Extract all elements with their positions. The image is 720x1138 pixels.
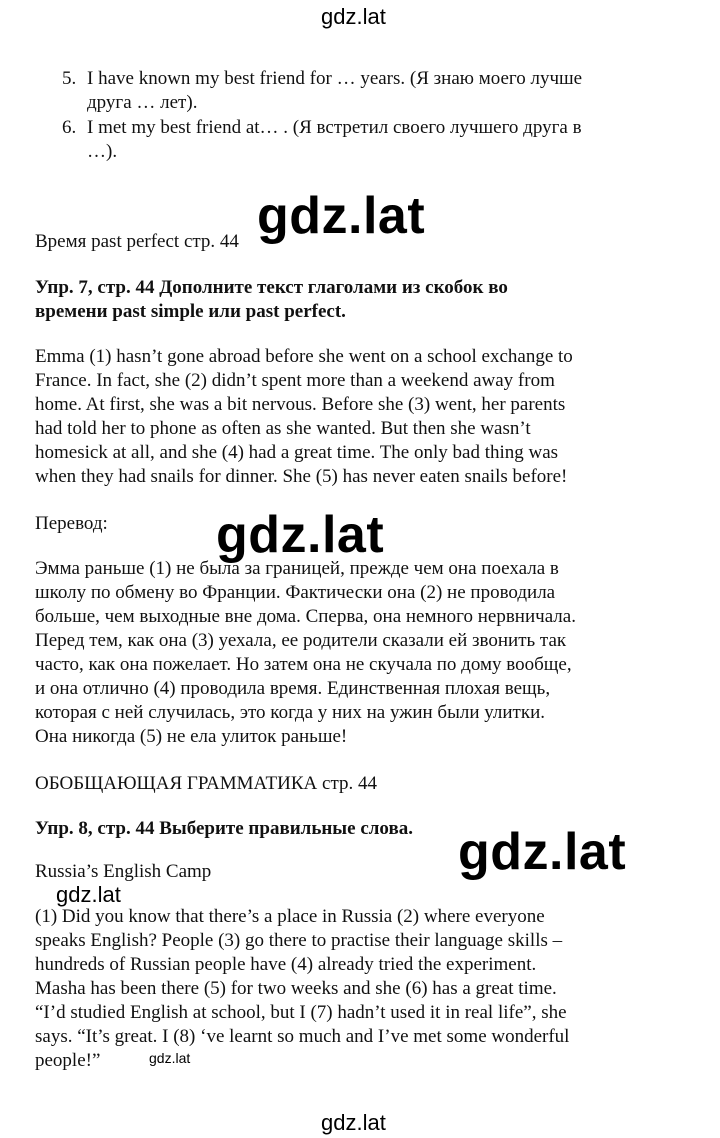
text-line: speaks English? People (3) go there to practise their language skills – [35, 930, 563, 951]
watermark-large-1: gdz.lat [257, 187, 426, 245]
list-line: друга … лет). [87, 92, 198, 113]
list-line: I met my best friend at… . (Я встретил своего лучшего друга в [87, 117, 582, 138]
watermark-bottom: gdz.lat [321, 1110, 386, 1135]
translation-line: Она никогда (5) не ела улиток раньше! [35, 726, 348, 747]
translation-line: и она отлично (4) проводила время. Единственная плохая вещь, [35, 678, 551, 699]
text-line: homesick at all, and she (4) had a great time. The only bad thing was [35, 442, 559, 463]
list-line: …). [87, 141, 118, 162]
text-line: hundreds of Russian people have (4) already tried the experiment. [35, 954, 537, 975]
watermark-large-3: gdz.lat [458, 823, 627, 881]
list-number: 6. [62, 117, 77, 138]
list-line: I have known my best friend for … years. (Я знаю моего лучше [87, 68, 583, 89]
watermark-tiny: gdz.lat [149, 1050, 191, 1066]
list-item-6 [62, 116, 662, 164]
text-line: when they had snails for dinner. She (5) has never eaten snails before! [35, 466, 568, 487]
translation-line: Перед тем, как она (3) уехала, ее родители сказали ей звонить так [35, 630, 567, 651]
text-line: people!” [35, 1050, 101, 1071]
exercise-7-text [35, 345, 645, 489]
translation-line: часто, как она пожелает. Но затем она не скучала по дому вообще, [35, 654, 572, 675]
section-title-past-perfect: Время past perfect стр. 44 [35, 231, 239, 252]
text-line: “I’d studied English at school, but I (7) hadn’t used it in real life”, she [35, 1002, 567, 1023]
text-line: (1) Did you know that there’s a place in Russia (2) where everyone [35, 906, 545, 927]
text-line: Masha has been there (5) for two weeks and she (6) has a great time. [35, 978, 557, 999]
translation-text [35, 557, 645, 749]
text-line: had told her to phone as often as she wanted. But then she wasn’t [35, 418, 531, 439]
list-item-5 [62, 67, 662, 115]
text-line: France. In fact, she (2) didn’t spent more than a weekend away from [35, 370, 555, 391]
watermark-top: gdz.lat [321, 4, 386, 29]
heading-line: времени past simple или past perfect. [35, 301, 346, 322]
watermark-small-left: gdz.lat [56, 882, 121, 907]
exercise-7-heading [35, 276, 645, 324]
translation-line: школу по обмену во Франции. Фактически она (2) не проводила [35, 582, 556, 603]
exercise-8-title: Russia’s English Camp [35, 861, 212, 882]
section-title-grammar: ОБОБЩАЮЩАЯ ГРАММАТИКА стр. 44 [35, 773, 377, 794]
translation-line: больше, чем выходные вне дома. Сперва, она немного нервничала. [35, 606, 576, 627]
text-line: Emma (1) hasn’t gone abroad before she went on a school exchange to [35, 346, 573, 367]
heading-line: Упр. 7, стр. 44 Дополните текст глаголами из скобок во [35, 277, 508, 298]
translation-label: Перевод: [35, 513, 108, 534]
translation-line: которая с ней случилась, это когда у них на ужин были улитки. [35, 702, 546, 723]
text-line: home. At first, she was a bit nervous. Before she (3) went, her parents [35, 394, 566, 415]
watermark-large-2: gdz.lat [216, 506, 385, 564]
list-number: 5. [62, 68, 77, 89]
translation-line: Эмма раньше (1) не была за границей, прежде чем она поехала в [35, 558, 559, 579]
exercise-8-heading: Упр. 8, стр. 44 Выберите правильные слова. [35, 818, 413, 839]
exercise-8-text [35, 905, 645, 1073]
text-line: says. “It’s great. I (8) ‘ve learnt so much and I’ve met some wonderful [35, 1026, 570, 1047]
